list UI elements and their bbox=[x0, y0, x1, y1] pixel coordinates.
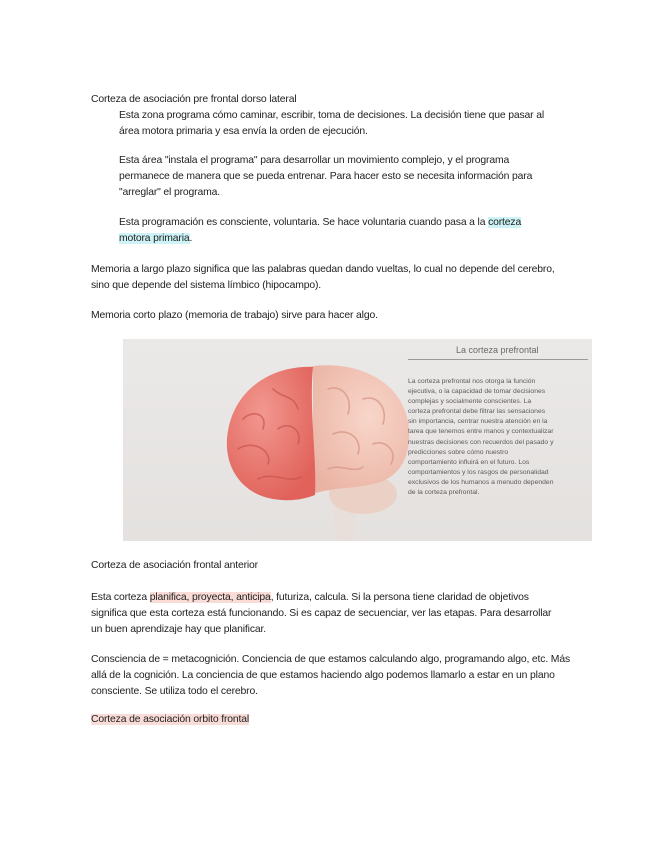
paragraph-line: permanece de manera que se pueda entrenar. Para hacer esto se necesita información para bbox=[119, 171, 533, 182]
caption-line: corteza prefrontal debe filtrar las sensaciones bbox=[408, 408, 546, 416]
caption-line: ejecutiva, o la capacidad de tomar decisiones bbox=[408, 388, 546, 396]
paragraph-line: significa que esta corteza está funcionando. Si es capaz de secuenciar, ver las etapas. Para desarrollar bbox=[91, 608, 552, 619]
text-run: , futuriza, calcula. Si la persona tiene claridad de objetivos bbox=[270, 592, 529, 603]
paragraph-line: allá de la cognición. La conciencia de que estamos haciendo algo podemos llamarlo a estar en un plano bbox=[91, 670, 555, 681]
figure-title: La corteza prefrontal bbox=[456, 345, 539, 355]
caption-line: comportamiento influirá en el futuro. Los bbox=[408, 458, 530, 466]
paragraph-line: un buen aprendizaje hay que planificar. bbox=[91, 624, 266, 635]
highlight-planifica: planifica, proyecta, anticipa bbox=[149, 592, 271, 603]
paragraph-line: sino que depende del sistema límbico (hipocampo). bbox=[91, 280, 322, 291]
caption-line: predicciones sobre cómo nuestro bbox=[408, 448, 509, 456]
highlight-orbito-frontal: Corteza de asociación orbito frontal bbox=[91, 714, 250, 725]
caption-line: nuestras decisiones con recuerdos del pasado y bbox=[408, 438, 554, 446]
paragraph-line: Esta zona programa cómo caminar, escribir, toma de decisiones. La decisión tiene que pasar al bbox=[119, 110, 545, 121]
heading-orbito-frontal bbox=[91, 712, 249, 728]
paragraph-line: "arreglar" el programa. bbox=[119, 187, 220, 198]
caption-line: sin importancia, centrar nuestra atención en la bbox=[408, 418, 548, 426]
brain-illustration bbox=[213, 359, 413, 541]
paragraph-line: Memoria a largo plazo significa que las palabras quedan dando vueltas, lo cual no depende del cerebro, bbox=[91, 264, 555, 275]
caption-line: comportamientos y los rasgos de personalidad bbox=[408, 468, 549, 476]
paragraph-line bbox=[119, 231, 192, 247]
text-run: Esta corteza bbox=[91, 592, 150, 603]
paragraph-line: Memoria corto plazo (memoria de trabajo) sirve para hacer algo. bbox=[91, 310, 378, 321]
paragraph-line bbox=[119, 215, 521, 231]
heading-dorsolateral: Corteza de asociación pre frontal dorso lateral bbox=[91, 94, 297, 105]
caption-line: La corteza prefrontal nos otorga la función bbox=[408, 378, 536, 385]
prefrontal-region-shape bbox=[227, 367, 315, 500]
figure-caption bbox=[408, 377, 583, 498]
figure-divider bbox=[408, 359, 588, 360]
prefrontal-cortex-figure bbox=[123, 339, 592, 541]
highlight-corteza: corteza bbox=[488, 217, 522, 228]
brain-posterior-shape bbox=[308, 365, 409, 494]
paragraph-line bbox=[91, 590, 529, 606]
caption-line: exclusivos de los humanos a menudo dependen bbox=[408, 478, 554, 486]
heading-frontal-anterior: Corteza de asociación frontal anterior bbox=[91, 560, 258, 571]
paragraph-line: Consciencia de = metacognición. Conciencia de que estamos calculando algo, programando algo, etc. Más bbox=[91, 654, 570, 665]
text-run: . bbox=[189, 233, 193, 244]
caption-line: complejas y socialmente conscientes. La bbox=[408, 398, 532, 406]
paragraph-line: área motora primaria y esa envía la orden de ejecución. bbox=[119, 126, 368, 137]
text-run: Esta programación es consciente, voluntaria. Se hace voluntaria cuando pasa a la bbox=[119, 217, 489, 228]
highlight-motora-primaria: motora primaria bbox=[119, 233, 190, 244]
paragraph-line: Esta área "instala el programa" para desarrollar un movimiento complejo, y el programa bbox=[119, 155, 510, 166]
caption-line: tarea que tenemos entre manos y contextualizar bbox=[408, 428, 554, 436]
caption-line: de la corteza prefrontal. bbox=[408, 489, 480, 497]
paragraph-line: consciente. Se utiliza todo el cerebro. bbox=[91, 686, 258, 697]
